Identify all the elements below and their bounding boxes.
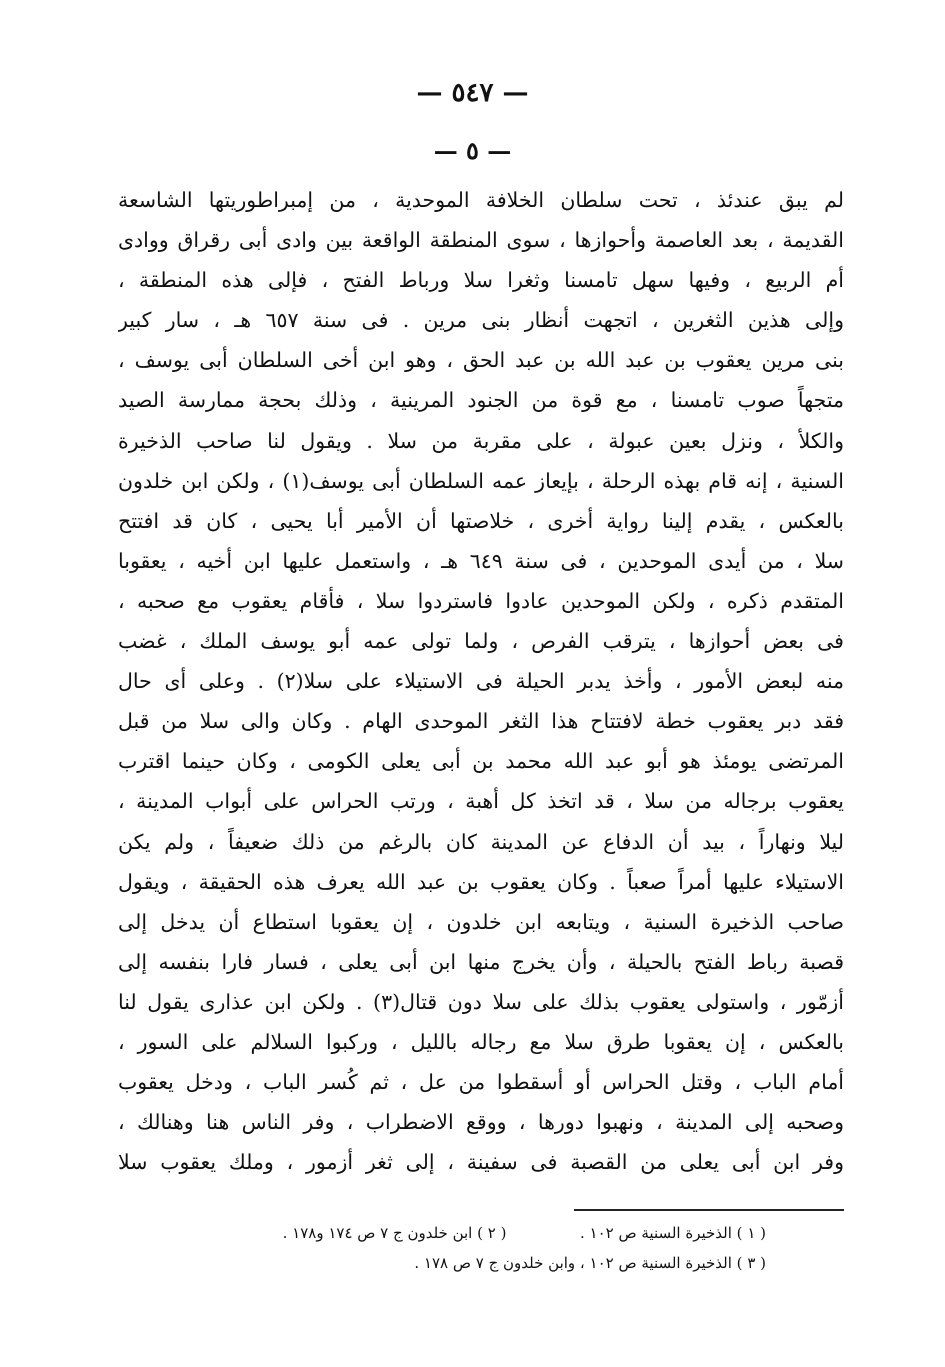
text-line: المتقدم ذكره ، ولكن الموحدين عادوا فاستردوا سلا ، فأقام يعقوب مع صحبه ، [118, 588, 844, 613]
footnote-2: ( ٢ ) ابن خلدون ج ٧ ص ١٧٤ و١٧٨ . [282, 1224, 507, 1242]
text-line: ليلا ونهاراً ، بيد أن الدفاع عن المدينة كان بالرغم من ذلك ضعيفاً ، ولم يكن [118, 829, 844, 854]
footnote-line [118, 1218, 766, 1248]
main-text [118, 180, 844, 1182]
text-line: أمام الباب ، وقتل الحراس أو أسقطوا من عل ، ثم كُسر الباب ، ودخل يعقوب [118, 1070, 844, 1095]
text-line: لم يبق عندئذ ، تحت سلطان الخلافة الموحدية ، من إمبراطوريتها الشاسعة [118, 188, 844, 212]
text-line: السنية ، إنه قام بهذه الرحلة ، بإيعاز عمه السلطان أبى يوسف(١) ، ولكن ابن خلدون [118, 468, 844, 493]
text-line: أزمّور ، واستولى يعقوب بذلك على سلا دون قتال(٣) . ولكن ابن عذارى يقول لنا [118, 989, 844, 1014]
footnote-divider [574, 1209, 844, 1211]
text-line: وفر ابن أبى يعلى من القصبة فى سفينة ، إلى ثغر أزمور ، وملك يعقوب سلا [118, 1150, 844, 1175]
footnotes [118, 1218, 766, 1278]
text-line: منه لبعض الأمور ، وأخذ يدبر الحيلة فى الاستيلاء على سلا(٢) . وعلى أى حال [118, 669, 844, 694]
footnote-line [118, 1248, 766, 1278]
page-number: — ٥٤٧ — [416, 78, 529, 108]
section-mark: — ٥ — [433, 136, 512, 165]
text-line: بالعكس ، يقدم إلينا رواية أخرى ، خلاصتها أن الأمير أبا يحيى ، كان قد افتتح [118, 508, 844, 533]
text-line: متجهاً صوب تامسنا ، مع قوة من الجنود المرينية ، وذلك بحجة ممارسة الصيد [118, 388, 844, 413]
text-line: وإلى هذين الثغرين ، اتجهت أنظار بنى مرين . فى سنة ٦٥٧ هـ ، سار كبير [118, 308, 844, 333]
text-line: الاستيلاء عليها أمراً صعباً . وكان يعقوب بن عبد الله يعرف هذه الحقيقة ، ويقول [118, 869, 844, 894]
footnote-1: ( ١ ) الذخيرة السنية ص ١٠٢ . [580, 1224, 766, 1242]
text-line: أم الربيع ، وفيها سهل تامسنا وثغرا سلا ورباط الفتح ، فإلى هذه المنطقة ، [118, 268, 844, 293]
text-line: والكلأ ، ونزل بعين عبولة ، على مقربة من سلا . ويقول لنا صاحب الذخيرة [118, 428, 844, 453]
text-line: فقد دبر يعقوب خطة لافتتاح هذا الثغر الموحدى الهام . وكان والى سلا من قبل [118, 709, 844, 734]
text-line: المرتضى يومئذ هو أبو عبد الله محمد بن أبى يعلى الكومى ، وكان حينما اقترب [118, 749, 844, 774]
footnote-3: ( ٣ ) الذخيرة السنية ص ١٠٢ ، وابن خلدون ج ٧ ص ١٧٨ . [414, 1254, 766, 1272]
text-line: بالعكس ، إن يعقوبا طرق سلا مع رجاله بالليل ، وركبوا السلالم على السور ، [118, 1029, 844, 1054]
text-line: يعقوب برجاله من سلا ، قد اتخذ كل أهبة ، ورتب الحراس على أبواب المدينة ، [118, 789, 844, 814]
text-line: سلا ، من أيدى الموحدين ، فى سنة ٦٤٩ هـ ، واستعمل عليها ابن أخيه ، يعقوبا [118, 548, 844, 573]
text-line: قصبة رباط الفتح بالحيلة ، وأن يخرج منها ابن أبى يعلى ، فسار فارا بنفسه إلى [118, 949, 844, 974]
text-line: بنى مرين يعقوب بن عبد الله بن عبد الحق ، وهو ابن أخى السلطان أبى يوسف ، [118, 348, 844, 373]
text-line: وصحبه إلى المدينة ، ونهبوا دورها ، ووقع الاضطراب ، وفر الناس هنا وهنالك ، [118, 1110, 844, 1135]
text-line: صاحب الذخيرة السنية ، ويتابعه ابن خلدون ، إن يعقوبا استطاع أن يدخل إلى [118, 909, 844, 934]
text-line: القديمة ، بعد العاصمة وأحوازها ، سوى المنطقة الواقعة بين وادى أبى رقراق ووادى [118, 228, 844, 253]
text-line: فى بعض أحوازها ، يترقب الفرص ، ولما تولى عمه أبو يوسف الملك ، غضب [118, 629, 844, 654]
